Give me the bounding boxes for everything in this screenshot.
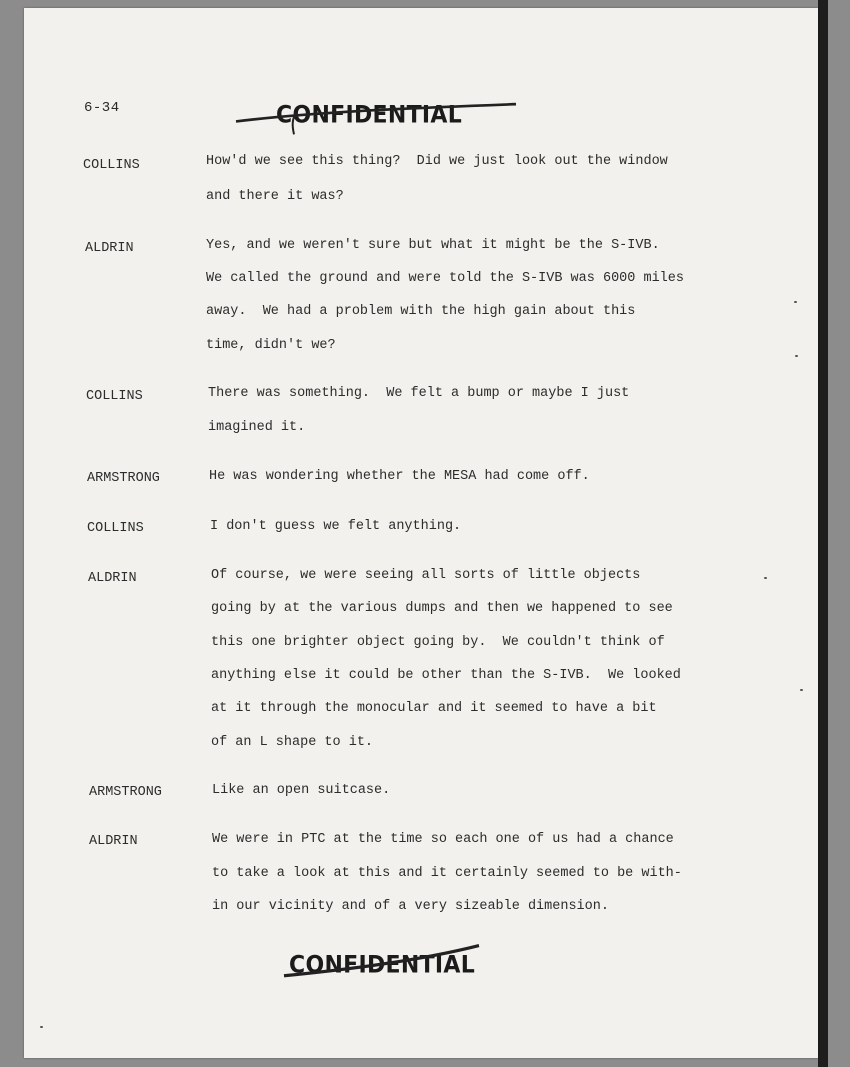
confidential-stamp-bottom-text: CONFIDENTIAL	[289, 952, 476, 979]
speaker-label: COLLINS	[83, 158, 140, 173]
scan-speck	[40, 1026, 43, 1028]
dialogue-line: I don't guess we felt anything.	[210, 519, 462, 534]
scan-speck	[800, 689, 803, 691]
confidential-stamp-bottom	[289, 952, 475, 979]
dialogue-line: He was wondering whether the MESA had come off.	[209, 469, 590, 484]
scan-speck	[764, 577, 767, 579]
dialogue-line: going by at the various dumps and then we happened to see	[211, 601, 673, 616]
dialogue-line: of an L shape to it.	[211, 735, 374, 750]
speaker-label: ARMSTRONG	[87, 471, 160, 486]
dialogue-line: We were in PTC at the time so each one of us had a chance	[212, 832, 674, 847]
stamp-strike-stroke	[229, 943, 529, 986]
dialogue-line: imagined it.	[208, 420, 306, 435]
scan-speck	[795, 355, 798, 357]
dialogue-line: How'd we see this thing? Did we just look out the window	[206, 154, 668, 169]
speaker-label: ALDRIN	[88, 571, 137, 586]
scan-speck	[794, 301, 797, 303]
dialogue-line: at it through the monocular and it seemed to have a bit	[211, 701, 657, 716]
page-number: 6-34	[84, 100, 120, 116]
speaker-label: COLLINS	[86, 389, 143, 404]
dialogue-line: in our vicinity and of a very sizeable dimension.	[212, 899, 609, 914]
scan-edge-shadow	[818, 0, 828, 1067]
dialogue-line: time, didn't we?	[206, 338, 336, 353]
dialogue-line: and there it was?	[206, 189, 344, 204]
dialogue-line: We called the ground and were told the S-IVB was 6000 miles	[206, 271, 684, 286]
dialogue-line: this one brighter object going by. We couldn't think of	[211, 635, 665, 650]
speaker-label: COLLINS	[87, 521, 144, 536]
dialogue-line: to take a look at this and it certainly seemed to be with-	[212, 866, 682, 881]
dialogue-line: away. We had a problem with the high gain about this	[206, 304, 636, 319]
confidential-stamp-top	[276, 102, 462, 129]
dialogue-line: Like an open suitcase.	[212, 783, 391, 798]
speaker-label: ALDRIN	[85, 241, 134, 256]
confidential-stamp-top-text: CONFIDENTIAL	[276, 102, 463, 129]
dialogue-line: Of course, we were seeing all sorts of little objects	[211, 568, 641, 583]
dialogue-line: anything else it could be other than the S-IVB. We looked	[211, 668, 681, 683]
document-page	[24, 8, 818, 1058]
dialogue-line: There was something. We felt a bump or maybe I just	[208, 386, 630, 401]
speaker-label: ARMSTRONG	[89, 785, 162, 800]
stamp-strike-stroke	[216, 93, 546, 136]
speaker-label: ALDRIN	[89, 834, 138, 849]
dialogue-line: Yes, and we weren't sure but what it might be the S-IVB.	[206, 238, 660, 253]
